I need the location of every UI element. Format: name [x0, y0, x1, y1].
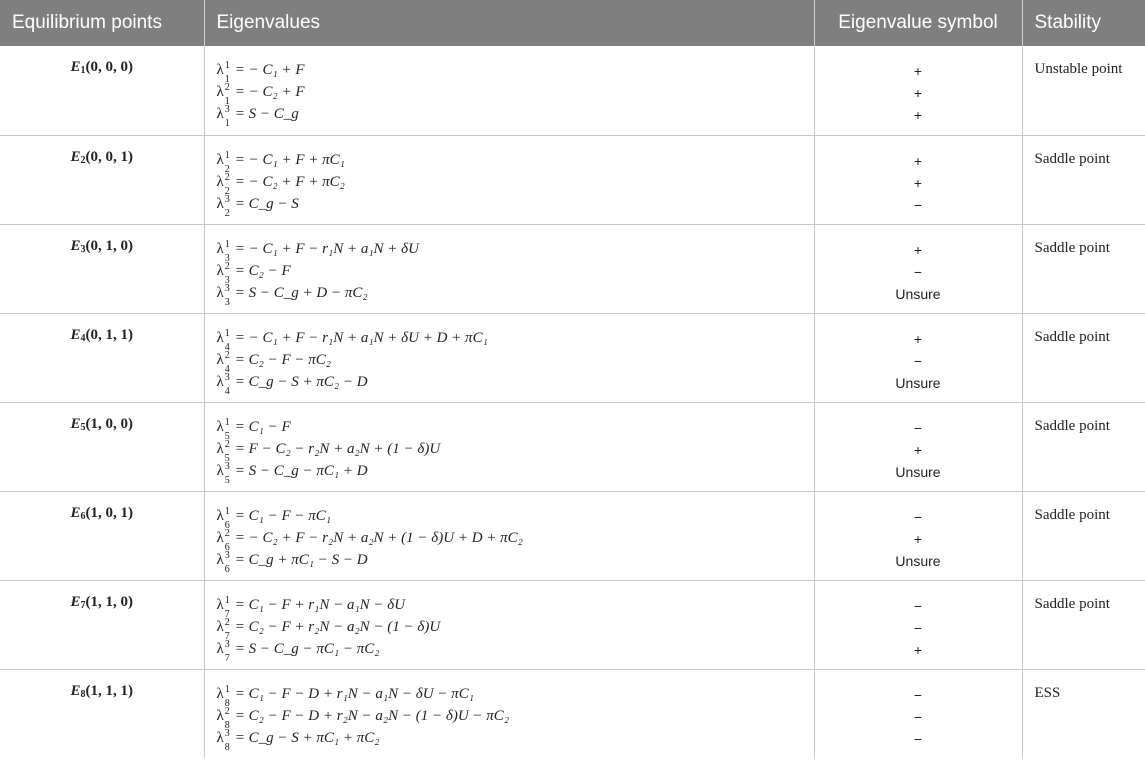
eigenvalues-cell [204, 135, 814, 224]
eigenvalue-equation [216, 549, 802, 575]
eigenvalue-equation [216, 705, 802, 731]
eigenvalue-equation [216, 81, 802, 107]
eigenvalue-equation [216, 171, 802, 197]
eigenvalue-equation [216, 438, 802, 464]
equilibrium-point-cell [0, 402, 204, 491]
eigenvalue-sign: − [913, 730, 923, 747]
eigenvalue-sign: + [913, 63, 923, 79]
lambda-indices [224, 282, 233, 308]
eigenvalue-superscript: 1 [224, 594, 230, 606]
equilibrium-point-cell [0, 46, 204, 135]
point-subscript: 2 [80, 154, 86, 166]
equilibrium-point-cell [0, 491, 204, 580]
eigenvalue-symbol-cell [814, 491, 1022, 580]
eigenvalue-sign: + [913, 85, 923, 101]
eigenvalue-expression: = − C₁ + F + πC₁ [234, 151, 345, 168]
lambda-indices [224, 260, 233, 286]
eigenvalue-subscript: 8 [224, 741, 230, 753]
point-coordinates: (1, 0, 0) [85, 415, 133, 432]
lambda-symbol: λ [216, 284, 224, 301]
eigenvalue-superscript: 2 [224, 616, 230, 628]
lambda-indices [224, 416, 233, 442]
eigenvalue-equation [216, 282, 802, 308]
eigenvalue-sign: − [913, 419, 923, 436]
equilibrium-point-cell [0, 224, 204, 313]
point-coordinates: (0, 0, 0) [85, 59, 133, 75]
eigenvalue-superscript: 2 [224, 349, 230, 361]
lambda-indices [224, 705, 233, 731]
eigenvalue-sign: + [913, 174, 923, 191]
eigenvalue-superscript: 2 [224, 438, 230, 450]
stability-cell: ESS [1034, 684, 1061, 701]
eigenvalue-expression: = C₁ − F [234, 418, 291, 435]
lambda-symbol: λ [216, 729, 224, 746]
table-header [0, 0, 1145, 46]
eigenvalue-expression: = C₂ − F [234, 262, 291, 279]
eigenvalue-superscript: 1 [224, 327, 230, 339]
eigenvalue-equation [216, 238, 802, 264]
eigenvalue-equation [216, 59, 802, 85]
eigenvalue-sign: + [913, 530, 923, 547]
lambda-symbol: λ [216, 707, 224, 724]
lambda-symbol: λ [216, 596, 224, 613]
eigenvalue-superscript: 2 [224, 260, 230, 272]
eigenvalue-subscript: 8 [224, 719, 230, 731]
header-equilibrium-points: Equilibrium points [0, 0, 204, 46]
eigenvalue-subscript: 1 [224, 118, 230, 129]
lambda-indices [224, 82, 233, 107]
eigenvalue-subscript: 6 [224, 519, 230, 531]
table-row [0, 580, 1145, 669]
stability-cell: Saddle point [1022, 224, 1145, 313]
table-row [0, 313, 1145, 402]
eigenvalue-expression: = S − C_g [234, 106, 299, 122]
eigenvalue-superscript: 3 [224, 371, 230, 383]
point-letter: E [70, 237, 81, 254]
lambda-symbol: λ [216, 685, 224, 702]
eigenvalue-superscript: 3 [224, 193, 230, 205]
lambda-symbol: λ [216, 173, 224, 190]
lambda-symbol: λ [216, 262, 224, 279]
point-coordinates: (0, 1, 1) [85, 326, 133, 343]
lambda-symbol: λ [216, 329, 224, 346]
eigenvalue-equation [216, 193, 802, 219]
lambda-symbol: λ [216, 351, 224, 368]
eigenvalue-expression: = C_g + πC₁ − S − D [234, 551, 368, 568]
lambda-indices [224, 149, 233, 175]
eigenvalue-subscript: 5 [224, 474, 230, 486]
eigenvalue-superscript: 2 [224, 171, 230, 183]
eigenvalue-equation [216, 616, 802, 642]
lambda-indices [224, 327, 233, 353]
eigenvalue-sign: + [913, 152, 923, 169]
eigenvalue-superscript: 3 [224, 549, 230, 561]
eigenvalues-cell [204, 669, 814, 758]
lambda-symbol: λ [216, 84, 224, 100]
lambda-symbol: λ [216, 418, 224, 435]
eigenvalue-subscript: 5 [224, 430, 230, 442]
point-subscript: 7 [80, 599, 86, 611]
eigenvalue-sign: + [913, 107, 923, 123]
eigenvalue-expression: = C₁ − F + r₁N − a₁N − δU [234, 596, 406, 613]
eigenvalue-subscript: 4 [224, 363, 230, 375]
point-letter: E [70, 504, 81, 521]
lambda-indices [224, 638, 233, 664]
eigenvalue-expression: = − C₂ + F + πC₂ [234, 173, 345, 190]
stability-cell: Saddle point [1022, 135, 1145, 224]
eigenvalue-subscript: 7 [224, 608, 230, 620]
eigenvalue-equation [216, 594, 802, 620]
eigenvalue-equation [216, 260, 802, 286]
lambda-symbol: λ [216, 618, 224, 635]
point-coordinates: (1, 0, 1) [85, 504, 133, 521]
lambda-symbol: λ [216, 551, 224, 568]
eigenvalue-equation [216, 349, 802, 375]
eigenvalue-equation [216, 371, 802, 397]
eigenvalue-superscript: 3 [224, 282, 230, 294]
stability-cell: Saddle point [1022, 580, 1145, 669]
eigenvalue-expression: = C_g − S + πC₁ + πC₂ [234, 729, 380, 746]
lambda-indices [224, 594, 233, 620]
eigenvalue-superscript: 3 [224, 638, 230, 650]
eigenvalue-sign: − [913, 352, 923, 369]
eigenvalue-equation [216, 505, 802, 531]
eigenvalue-expression: = C₂ − F − πC₂ [234, 351, 332, 368]
point-subscript: 3 [80, 243, 86, 255]
eigenvalue-sign: + [913, 330, 923, 347]
lambda-indices [224, 505, 233, 531]
point-letter: E [70, 593, 81, 610]
point-subscript: 6 [80, 510, 86, 522]
eigenvalue-superscript: 3 [224, 104, 230, 115]
eigenvalue-superscript: 3 [224, 727, 230, 739]
eigenvalue-subscript: 1 [224, 74, 230, 85]
table-row [0, 46, 1145, 135]
stability-cell: Unstable point [1022, 46, 1145, 135]
eigenvalue-expression: = − C₂ + F [234, 84, 305, 100]
eigenvalue-equation [216, 103, 802, 129]
point-coordinates: (1, 1, 1) [85, 682, 133, 699]
eigenvalue-expression: = C₁ − F − πC₁ [234, 507, 332, 524]
lambda-symbol: λ [216, 640, 224, 657]
lambda-symbol: λ [216, 529, 224, 546]
lambda-symbol: λ [216, 440, 224, 457]
eigenvalues-cell [204, 224, 814, 313]
eigenvalue-expression: = S − C_g − πC₁ − πC₂ [234, 640, 380, 657]
eigenvalue-symbol-cell [814, 224, 1022, 313]
lambda-indices [224, 527, 233, 553]
eigenvalue-superscript: 1 [224, 149, 230, 161]
eigenvalue-superscript: 2 [224, 82, 230, 93]
eigenvalue-superscript: 2 [224, 705, 230, 717]
table-row [0, 135, 1145, 224]
eigenvalue-symbol-cell [814, 580, 1022, 669]
lambda-indices [224, 60, 233, 85]
point-coordinates: (0, 1, 0) [85, 237, 133, 254]
point-subscript: 1 [80, 65, 86, 76]
eigenvalue-subscript: 7 [224, 652, 230, 664]
eigenvalue-subscript: 8 [224, 697, 230, 709]
lambda-symbol: λ [216, 151, 224, 168]
point-subscript: 8 [80, 688, 86, 700]
eigenvalue-sign: − [913, 619, 923, 636]
equilibrium-point-cell [0, 669, 204, 758]
eigenvalue-sign: Unsure [895, 552, 941, 569]
eigenvalue-sign: Unsure [895, 285, 941, 302]
eigenvalue-equation [216, 460, 802, 486]
header-eigenvalues: Eigenvalues [204, 0, 814, 46]
eigenvalue-expression: = S − C_g − πC₁ + D [234, 462, 368, 479]
lambda-indices [224, 438, 233, 464]
point-subscript: 5 [80, 421, 86, 433]
eigenvalues-cell [204, 491, 814, 580]
eigenvalue-sign: Unsure [895, 374, 941, 391]
eigenvalue-expression: = C₂ − F + r₂N − a₂N − (1 − δ)U [234, 618, 441, 635]
lambda-indices [224, 238, 233, 264]
lambda-indices [224, 727, 233, 753]
eigenvalue-subscript: 3 [224, 296, 230, 308]
lambda-symbol: λ [216, 373, 224, 390]
lambda-indices [224, 683, 233, 709]
point-letter: E [70, 59, 81, 75]
eigenvalue-equation [216, 527, 802, 553]
eigenvalue-expression: = − C₂ + F − r₂N + a₂N + (1 − δ)U + D + πC₂ [234, 529, 523, 546]
point-coordinates: (0, 0, 1) [85, 148, 133, 165]
eigenvalue-expression: = C₁ − F − D + r₁N − a₁N − δU − πC₁ [234, 685, 474, 702]
table-row [0, 669, 1145, 758]
eigenvalue-symbol-cell [814, 669, 1022, 758]
eigenvalue-subscript: 4 [224, 385, 230, 397]
header-stability: Stability [1022, 0, 1145, 46]
eigenvalue-subscript: 6 [224, 563, 230, 575]
eigenvalues-cell [204, 46, 814, 135]
eigenvalue-expression: = F − C₂ − r₂N + a₂N + (1 − δ)U [234, 440, 441, 457]
eigenvalue-sign: Unsure [895, 463, 941, 480]
eigenvalue-symbol-cell [814, 46, 1022, 135]
table-row [0, 224, 1145, 313]
eigenvalue-subscript: 2 [224, 207, 230, 219]
eigenvalue-superscript: 1 [224, 505, 230, 517]
lambda-indices [224, 349, 233, 375]
lambda-symbol: λ [216, 462, 224, 479]
eigenvalue-expression: = S − C_g + D − πC₂ [234, 284, 368, 301]
eigenvalues-cell [204, 313, 814, 402]
eigenvalue-superscript: 1 [224, 238, 230, 250]
eigenvalue-superscript: 3 [224, 460, 230, 472]
eigenvalue-subscript: 5 [224, 452, 230, 464]
eigenvalue-expression: = − C₁ + F [234, 62, 305, 78]
table-row [0, 491, 1145, 580]
eigenvalue-sign: − [913, 708, 923, 725]
eigenvalue-equation [216, 327, 802, 353]
eigenvalue-subscript: 7 [224, 630, 230, 642]
equilibrium-point-cell [0, 580, 204, 669]
point-coordinates: (1, 1, 0) [85, 593, 133, 610]
eigenvalue-symbol-cell [814, 313, 1022, 402]
lambda-indices [224, 371, 233, 397]
eigenvalue-expression: = C₂ − F − D + r₂N − a₂N − (1 − δ)U − πC₂ [234, 707, 510, 724]
lambda-indices [224, 549, 233, 575]
point-letter: E [70, 682, 81, 699]
lambda-symbol: λ [216, 507, 224, 524]
lambda-indices [224, 193, 233, 219]
lambda-symbol: λ [216, 195, 224, 212]
eigenvalues-cell [204, 580, 814, 669]
eigenvalue-sign: + [913, 641, 923, 658]
eigenvalue-equation [216, 416, 802, 442]
point-letter: E [70, 415, 81, 432]
eigenvalue-expression: = C_g − S [234, 195, 299, 212]
stability-cell: Saddle point [1022, 491, 1145, 580]
eigenvalue-expression: = C_g − S + πC₂ − D [234, 373, 368, 390]
eigenvalue-sign: − [913, 508, 923, 525]
stability-cell: Saddle point [1022, 313, 1145, 402]
eigenvalue-symbol-cell [814, 402, 1022, 491]
eigenvalue-superscript: 1 [224, 683, 230, 695]
lambda-symbol: λ [216, 62, 224, 78]
lambda-indices [224, 104, 233, 129]
eigenvalue-superscript: 2 [224, 527, 230, 539]
eigenvalue-equation [216, 727, 802, 753]
point-subscript: 4 [80, 332, 86, 344]
eigenvalue-equation [216, 149, 802, 175]
eigenvalue-subscript: 3 [224, 252, 230, 264]
eigenvalue-subscript: 4 [224, 341, 230, 353]
eigenvalue-sign: − [913, 196, 923, 213]
eigenvalue-equation [216, 638, 802, 664]
header-eigenvalue-symbol: Eigenvalue symbol [814, 0, 1022, 46]
eigenvalues-cell [204, 402, 814, 491]
eigenvalue-sign: − [913, 686, 923, 703]
eigenvalue-subscript: 2 [224, 185, 230, 197]
eigenvalue-expression: = − C₁ + F − r₁N + a₁N + δU [234, 240, 419, 257]
eigenvalue-subscript: 6 [224, 541, 230, 553]
table-row [0, 402, 1145, 491]
lambda-symbol: λ [216, 106, 224, 122]
point-letter: E [70, 148, 81, 165]
lambda-symbol: λ [216, 240, 224, 257]
equilibrium-point-cell [0, 135, 204, 224]
eigenvalue-subscript: 3 [224, 274, 230, 286]
lambda-indices [224, 171, 233, 197]
equilibrium-point-cell [0, 313, 204, 402]
point-letter: E [70, 326, 81, 343]
table-body [0, 46, 1145, 758]
eigenvalue-sign: + [913, 241, 923, 258]
eigenvalue-subscript: 2 [224, 163, 230, 175]
eigenvalue-subscript: 1 [224, 96, 230, 107]
eigenvalue-equation [216, 683, 802, 709]
stability-cell: Saddle point [1022, 402, 1145, 491]
eigenvalue-expression: = − C₁ + F − r₁N + a₁N + δU + D + πC₁ [234, 329, 488, 346]
eigenvalue-superscript: 1 [224, 60, 230, 71]
eigenvalue-sign: + [913, 441, 923, 458]
lambda-indices [224, 616, 233, 642]
eigenvalue-superscript: 1 [224, 416, 230, 428]
lambda-indices [224, 460, 233, 486]
eigenvalue-symbol-cell [814, 135, 1022, 224]
eigenvalue-sign: − [913, 263, 923, 280]
eigenvalue-sign: − [913, 597, 923, 614]
